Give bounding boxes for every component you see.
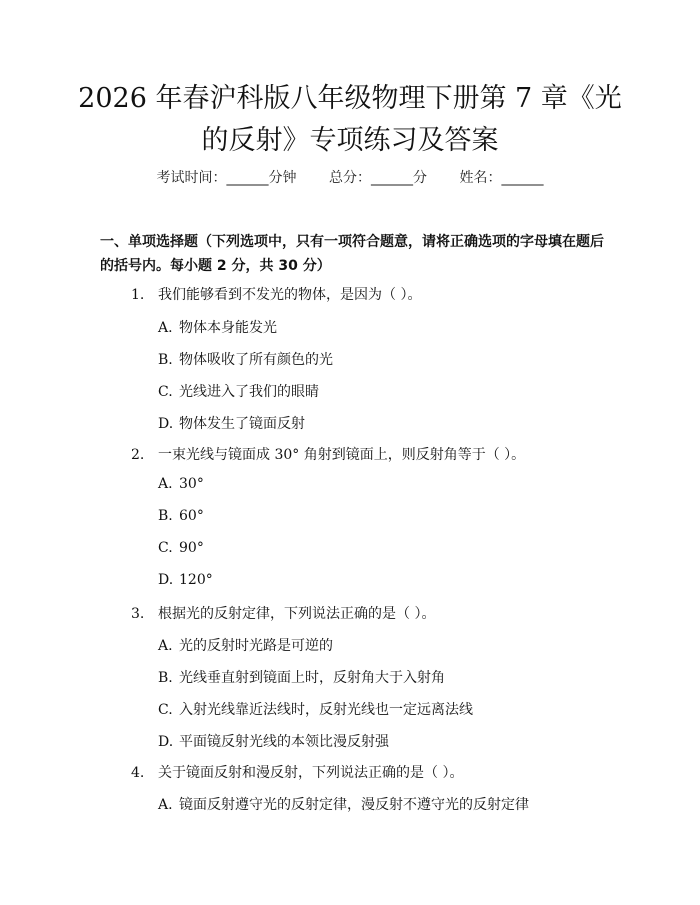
question — [131, 284, 421, 304]
option-letter: B. — [158, 508, 173, 524]
answer-option — [158, 381, 319, 401]
option-letter: C. — [158, 702, 173, 718]
question-number: 4. — [131, 765, 145, 781]
answer-option — [158, 413, 305, 433]
question-number: 1. — [131, 287, 145, 303]
question-stem: 一束光线与镜面成 30° 角射到镜面上，则反射角等于（ ）。 — [158, 447, 526, 463]
document-title-line-1: 2026 年春沪科版八年级物理下册第 7 章《光 — [78, 83, 622, 114]
option-text: 光的反射时光路是可逆的 — [179, 638, 333, 654]
exam-time-field: 考试时间：______分钟 — [156, 170, 297, 186]
option-letter: A. — [158, 638, 173, 654]
option-text: 平面镜反射光线的本领比漫反射强 — [179, 734, 389, 750]
option-text: 物体本身能发光 — [179, 320, 277, 336]
answer-option — [158, 699, 473, 719]
option-letter: A. — [158, 320, 173, 336]
answer-option — [158, 508, 204, 524]
answer-option — [158, 667, 445, 687]
option-letter: C. — [158, 540, 173, 556]
question — [131, 603, 435, 623]
option-text: 120° — [179, 572, 213, 588]
question — [131, 444, 525, 464]
answer-option — [158, 540, 204, 556]
question-number: 2. — [131, 447, 145, 463]
exam-info-row — [0, 167, 700, 187]
question-number: 3. — [131, 606, 145, 622]
option-text: 光线进入了我们的眼睛 — [179, 384, 319, 400]
student-name-field: 姓名：______ — [459, 170, 544, 186]
option-letter: B. — [158, 670, 173, 686]
option-letter: A. — [158, 797, 173, 813]
answer-option — [158, 317, 277, 337]
answer-option — [158, 731, 389, 751]
document-title-line-2: 的反射》专项练习及答案 — [201, 125, 499, 156]
option-text: 60° — [179, 508, 204, 524]
option-letter: A. — [158, 476, 173, 492]
question-stem: 关于镜面反射和漫反射，下列说法正确的是（ ）。 — [158, 765, 464, 781]
option-text: 光线垂直射到镜面上时，反射角大于入射角 — [179, 670, 445, 686]
answer-option — [158, 476, 204, 492]
option-text: 90° — [179, 540, 204, 556]
option-text: 入射光线靠近法线时，反射光线也一定远离法线 — [179, 702, 473, 718]
option-letter: D. — [158, 734, 174, 750]
total-score-field: 总分：______分 — [329, 170, 427, 186]
answer-option — [158, 572, 213, 588]
option-text: 物体吸收了所有颜色的光 — [179, 352, 333, 368]
option-text: 30° — [179, 476, 204, 492]
answer-option — [158, 349, 333, 369]
question-stem: 根据光的反射定律，下列说法正确的是（ ）。 — [158, 606, 436, 622]
option-text: 物体发生了镜面反射 — [179, 416, 305, 432]
answer-option — [158, 794, 529, 814]
option-text: 镜面反射遵守光的反射定律，漫反射不遵守光的反射定律 — [179, 797, 529, 813]
option-letter: D. — [158, 572, 174, 588]
option-letter: C. — [158, 384, 173, 400]
answer-option — [158, 635, 333, 655]
question-stem: 我们能够看到不发光的物体，是因为（ ）。 — [158, 287, 422, 303]
option-letter: B. — [158, 352, 173, 368]
section-heading: 一、单项选择题（下列选项中，只有一项符合题意，请将正确选项的字母填在题后的括号内。每小题 2 分，共 30 分） — [100, 234, 604, 274]
question — [131, 762, 463, 782]
option-letter: D. — [158, 416, 174, 432]
